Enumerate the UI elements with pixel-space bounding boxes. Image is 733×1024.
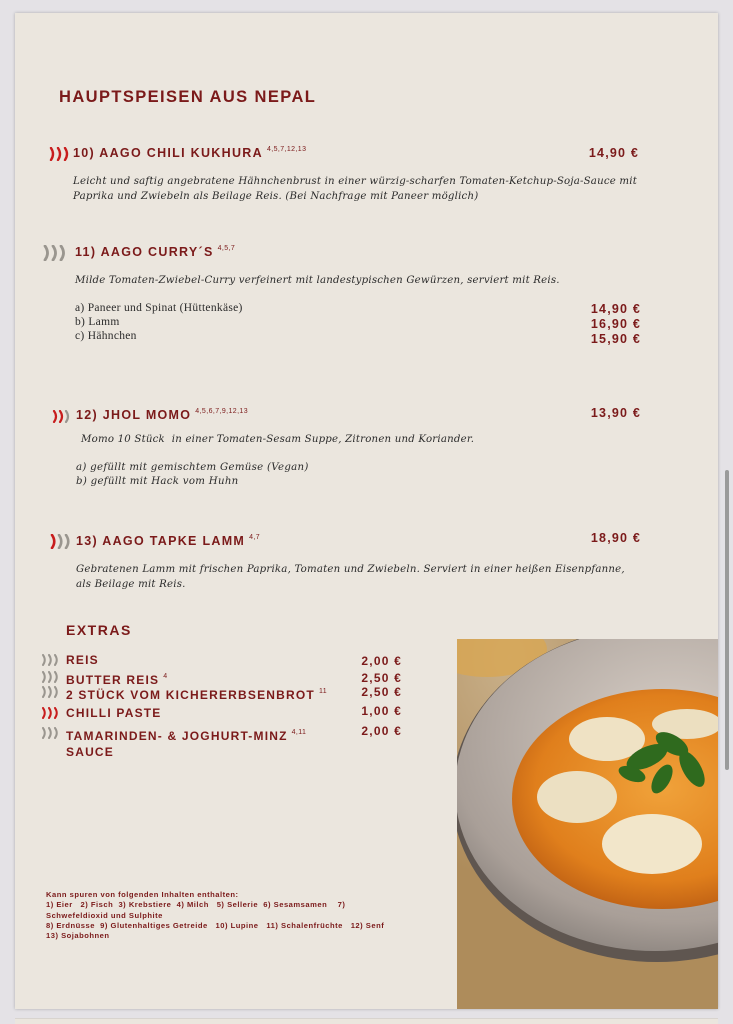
dish-description: Gebratenen Lamm mit frischen Paprika, Tomaten und Zwiebeln. Serviert in einer heißen Eisenpfanne, als Beilage mit Reis.: [76, 564, 625, 590]
next-page-edge: [15, 1018, 718, 1024]
dish-name: 13) AAGO TAPKE LAMM $^{4,7}$: [76, 534, 261, 548]
chili-rating-icon: [50, 534, 74, 549]
allergen-line: 1) Eier 2) Fisch 3) Krebstiere 4) Milch 5) Sellerie 6) Sesamsamen 7): [46, 900, 346, 910]
extra-name: BUTTER REIS $^4$: [66, 673, 168, 687]
extra-price: 1,00 €: [361, 704, 402, 718]
chili-rating-icon: [52, 410, 72, 423]
chili-rating-icon: [41, 654, 60, 666]
allergen-note: [46, 890, 406, 941]
extra-price: 2,50 €: [361, 685, 402, 699]
extra-price: 2,00 €: [361, 724, 402, 738]
dish-description: Milde Tomaten-Zwiebel-Curry verfeinert mit landestypischen Gewürzen, serviert mit Reis.: [75, 275, 560, 286]
dish-option: a) Paneer und Spinat (Hüttenkäse): [75, 302, 243, 314]
dish-option: b) gefüllt mit Hack vom Huhn: [76, 476, 239, 487]
option-price: 14,90 €: [590, 302, 641, 316]
extra-name: CHILLI PASTE: [66, 706, 162, 720]
dish-name: 10) AAGO CHILI KUKHURA $^{4,5,7,12,13}$: [73, 146, 307, 160]
allergen-intro: Kann spuren von folgenden Inhalten enthalten:: [46, 890, 239, 899]
menu-page: [15, 13, 718, 1009]
allergen-line: 8) Erdnüsse 9) Glutenhaltiges Getreide 10) Lupine 11) Schalenfrüchte 12) Senf: [46, 920, 385, 930]
dish-name: 12) JHOL MOMO $^{4,5,6,7,9,12,13}$: [76, 408, 249, 422]
soup-bowl-illustration: [457, 639, 718, 1009]
extra-price: 2,50 €: [361, 671, 402, 685]
dish-option: b) Lamm: [75, 316, 120, 328]
dish-description: Momo 10 Stück in einer Tomaten-Sesam Suppe, Zitronen und Koriander.: [81, 434, 475, 445]
page-title: HAUPTSPEISEN AUS NEPAL: [59, 88, 317, 106]
option-price: 16,90 €: [590, 317, 641, 331]
scrollbar[interactable]: [725, 470, 729, 770]
chili-rating-icon: [43, 245, 69, 261]
dish-name: 11) AAGO CURRY´S $^{4,5,7}$: [75, 245, 236, 259]
allergen-line: Schwefeldioxid und Sulphite: [46, 910, 163, 920]
dish-option: a) gefüllt mit gemischtem Gemüse (Vegan): [76, 462, 309, 473]
extras-title: EXTRAS: [66, 622, 132, 638]
chili-rating-icon: [41, 727, 60, 739]
extra-name: 2 STÜCK VOM KICHERERBSENBROT $^{11}$: [66, 688, 328, 702]
extra-name: TAMARINDEN- & JOGHURT-MINZ $^{4,11}$ SAUCE: [66, 729, 307, 759]
option-price: 15,90 €: [590, 332, 641, 346]
chili-rating-icon: [41, 686, 60, 698]
momo-soup-photo: [457, 639, 718, 1009]
dish-description: Leicht und saftig angebratene Hähnchenbrust in einer würzig-scharfen Tomaten-Ketchup-Soja-Sauce mit Paprika und Zwiebeln als Beilage Reis. (Bei Nachfrage mit Paneer möglich): [73, 176, 638, 202]
extra-name: REIS: [66, 653, 99, 667]
extra-price: 2,00 €: [361, 654, 402, 668]
allergen-line: 13) Sojabohnen: [46, 931, 110, 941]
chili-rating-icon: [41, 707, 60, 719]
dish-option: c) Hähnchen: [75, 330, 137, 342]
dish-price: 18,90 €: [590, 531, 641, 545]
chili-rating-icon: [49, 147, 71, 161]
chili-rating-icon: [41, 671, 60, 683]
dish-price: 13,90 €: [590, 406, 641, 420]
dish-price: 14,90 €: [588, 146, 639, 160]
